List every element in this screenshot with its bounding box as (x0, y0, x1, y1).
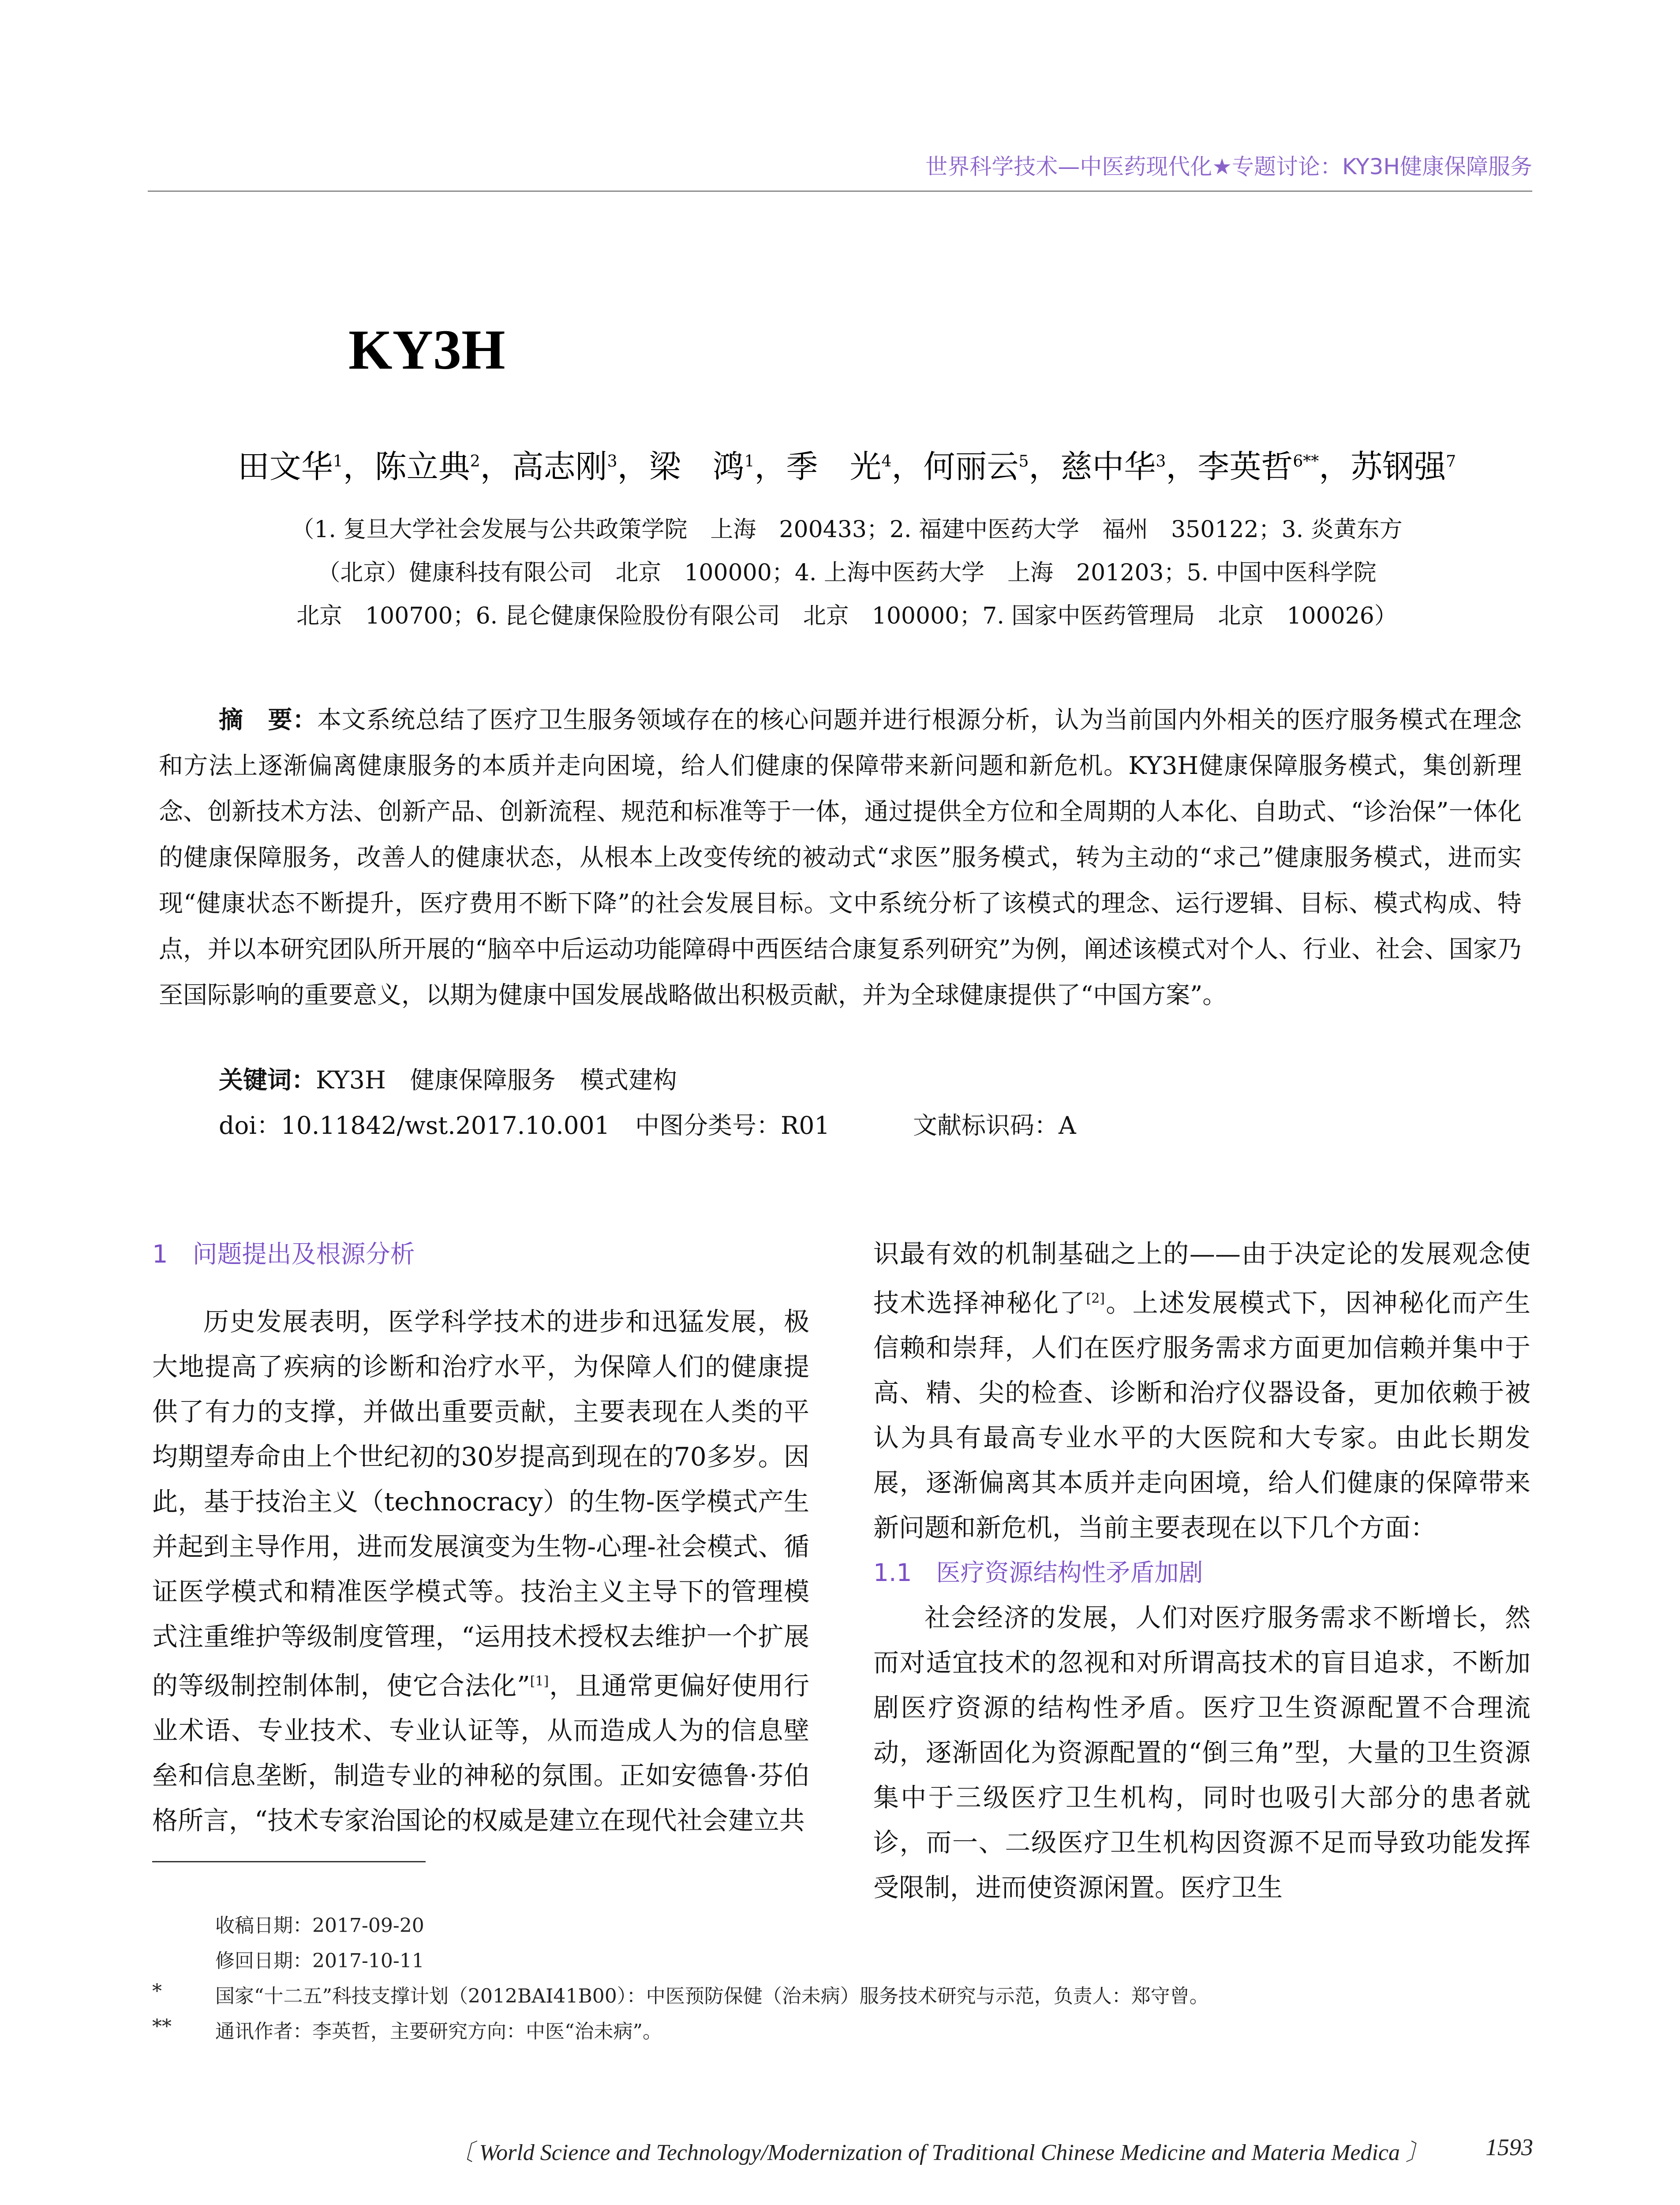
fund-note: 国家“十二五”科技支撑计划（2012BAI41B00）：中医预防保健（治未病）服务技术研究与示范，负责人：郑守曾。 (215, 1985, 1209, 2007)
paper-title: KY3H (348, 318, 505, 381)
received-date: 收稿日期：2017-09-20 (215, 1914, 424, 1937)
author-affil-mark: 3 (1156, 452, 1166, 471)
author-affil-mark: 6** (1293, 452, 1319, 471)
revised-date: 修回日期：2017-10-11 (215, 1950, 424, 1972)
abstract-label: 摘 要： (219, 706, 317, 734)
keywords-text: KY3H 健康保障服务 模式建构 (316, 1066, 677, 1094)
author-name: 季 光 (786, 448, 882, 485)
abstract (159, 697, 1522, 1018)
right-column (873, 1231, 1530, 1910)
author-affil-mark: 2 (470, 452, 480, 471)
section-title: 问题提出及根源分析 (192, 1240, 415, 1269)
header-divider (148, 191, 1532, 192)
body-text: ，且通常更偏好使用行业术语、专业技术、专业认证等，从而造成人为的信息壁垒和信息垄断，制造专业的神秘的氛围。正如安德鲁·芬伯格所言，“技术专家治国论的权威是建立在现代社会建立共 (152, 1671, 809, 1836)
subsection-number: 1.1 (873, 1558, 912, 1587)
author-name: 高志刚 (512, 448, 607, 485)
affiliation-line: 北京 100700；6. 昆仑健康保险股份有限公司 北京 100000；7. 国家中医药管理局 北京 100026） (296, 603, 1397, 629)
keywords (219, 1061, 677, 1095)
author-name: 慈中华 (1060, 448, 1156, 485)
corresponding-author: 通讯作者：李英哲，主要研究方向：中医“治未病”。 (215, 2020, 662, 2043)
doi: doi：10.11842/wst.2017.10.001 (219, 1111, 610, 1140)
body-text: 。上述发展模式下，因神秘化而产生信赖和崇拜，人们在医疗服务需求方面更加信赖并集中于高、精、尖的检查、诊断和治疗仪器设备，更加依赖于被认为具有最高专业水平的大医院和大专家。由此长期发展，逐渐偏离其本质并走向困境，给人们健康的保障带来新问题和新危机，当前主要表现在以下几个方面： (873, 1288, 1530, 1543)
corr-mark: ** (152, 2015, 172, 2038)
section-heading (152, 1235, 415, 1270)
author-name: 何丽云 (923, 448, 1019, 485)
author-affil-mark: 5 (1018, 452, 1029, 471)
affiliation-line: （1. 复旦大学社会发展与公共政策学院 上海 200433；2. 福建中医药大学 福州 350122；3. 炎黄东方 (291, 516, 1403, 543)
author-name: 苏钢强 (1351, 448, 1446, 485)
abstract-text: 本文系统总结了医疗卫生服务领域存在的核心问题并进行根源分析，认为当前国内外相关的医疗服务模式在理念和方法上逐渐偏离健康服务的本质并走向困境，给人们健康的保障带来新问题和新危机。KY3H健康保障服务模式，集创新理念、创新技术方法、创新产品、创新流程、规范和标准等于一体，通过提供全方位和全周期的人本化、自助式、“诊治保”一体化的健康保障服务，改善人的健康状态，从根本上改变传统的被动式“求医”服务模式，转为主动的“求己”健康服务模式，进而实现“健康状态不断提升，医疗费用不断下降”的社会发展目标。文中系统分析了该模式的理念、运行逻辑、目标、模式构成、特点，并以本研究团队所开展的“脑卒中后运动功能障碍中西医结合康复系列研究”为例，阐述该模式对个人、行业、社会、国家乃至国际影响的重要意义，以期为健康中国发展战略做出积极贡献，并为全球健康提供了“中国方案”。 (159, 706, 1522, 1009)
author-affil-mark: 1 (333, 452, 343, 471)
author-name: 陈立典 (374, 448, 470, 485)
citation-ref: [1] (530, 1674, 549, 1689)
author-list: 田文华$^1$，陈立典$^2$，高志刚$^3$，梁 鸿$^1$，季 光$^4$，何丽云$^5$，慈中华$^3$，李英哲$^{6**}$，苏钢强$^7$ (237, 448, 1456, 485)
subsection-title: 医疗资源结构性矛盾加剧 (936, 1558, 1203, 1587)
body-text: 识最有效的机制基础之上的——由于决定论的发展观念使技术选择神秘化了 (873, 1239, 1530, 1318)
body-text: 社会经济的发展，人们对医疗服务需求不断增长，然而对适宜技术的忽视和对所谓高技术的盲目追求，不断加剧医疗资源的结构性矛盾。医疗卫生资源配置不合理流动，逐渐固化为资源配置的“倒三角”型，大量的卫生资源集中于三级医疗卫生机构，同时也吸引大部分的患者就诊，而一、二级医疗卫生机构因资源不足而导致功能发挥受限制，进而使资源闲置。医疗卫生 (873, 1603, 1530, 1903)
author-affil-mark: 4 (881, 452, 892, 471)
author-affil-mark: 1 (744, 452, 755, 471)
author-name: 李英哲 (1197, 448, 1293, 485)
clc-number: 中图分类号：R01 (635, 1111, 830, 1140)
body-text: 历史发展表明，医学科学技术的进步和迅猛发展，极大地提高了疾病的诊断和治疗水平，为保障人们的健康提供了有力的支撑，并做出重要贡献，主要表现在人类的平均期望寿命由上个世纪初的30岁提高到现在的70多岁。因此，基于技治主义（technocracy）的生物-医学模式产生并起到主导作用，进而发展演变为生物-心理-社会模式、循证医学模式和精准医学模式等。技治主义主导下的管理模式注重维护等级制度管理，“运用技术授权去维护一个扩展的等级制控制体制，使它合法化” (152, 1307, 809, 1701)
page-number: 1593 (1485, 2134, 1533, 2160)
running-header: 世界科学技术—中医药现代化★专题讨论：KY3H健康保障服务 (925, 154, 1532, 179)
journal-footer: 〔 World Science and Technology/Modernization of Traditional Chinese Medicine and Materia Medica 〕 (450, 2140, 1429, 2165)
left-column (152, 1299, 809, 1843)
affiliations (185, 508, 1508, 638)
author-affil-mark: 3 (607, 452, 617, 471)
document-code: 文献标识码：A (913, 1111, 1076, 1140)
fund-mark: * (152, 1980, 162, 2003)
subsection-heading (873, 1550, 1530, 1595)
author-affil-mark: 7 (1446, 452, 1456, 471)
section-number: 1 (152, 1240, 168, 1269)
author-name: 田文华 (237, 448, 333, 485)
keywords-label: 关键词： (219, 1066, 316, 1094)
citation-ref: [2] (1086, 1291, 1105, 1306)
footnote-divider (152, 1861, 426, 1862)
affiliation-line: （北京）健康科技有限公司 北京 100000；4. 上海中医药大学 上海 201203；5. 中国中医科学院 (317, 560, 1377, 586)
author-name: 梁 鸿 (649, 448, 745, 485)
